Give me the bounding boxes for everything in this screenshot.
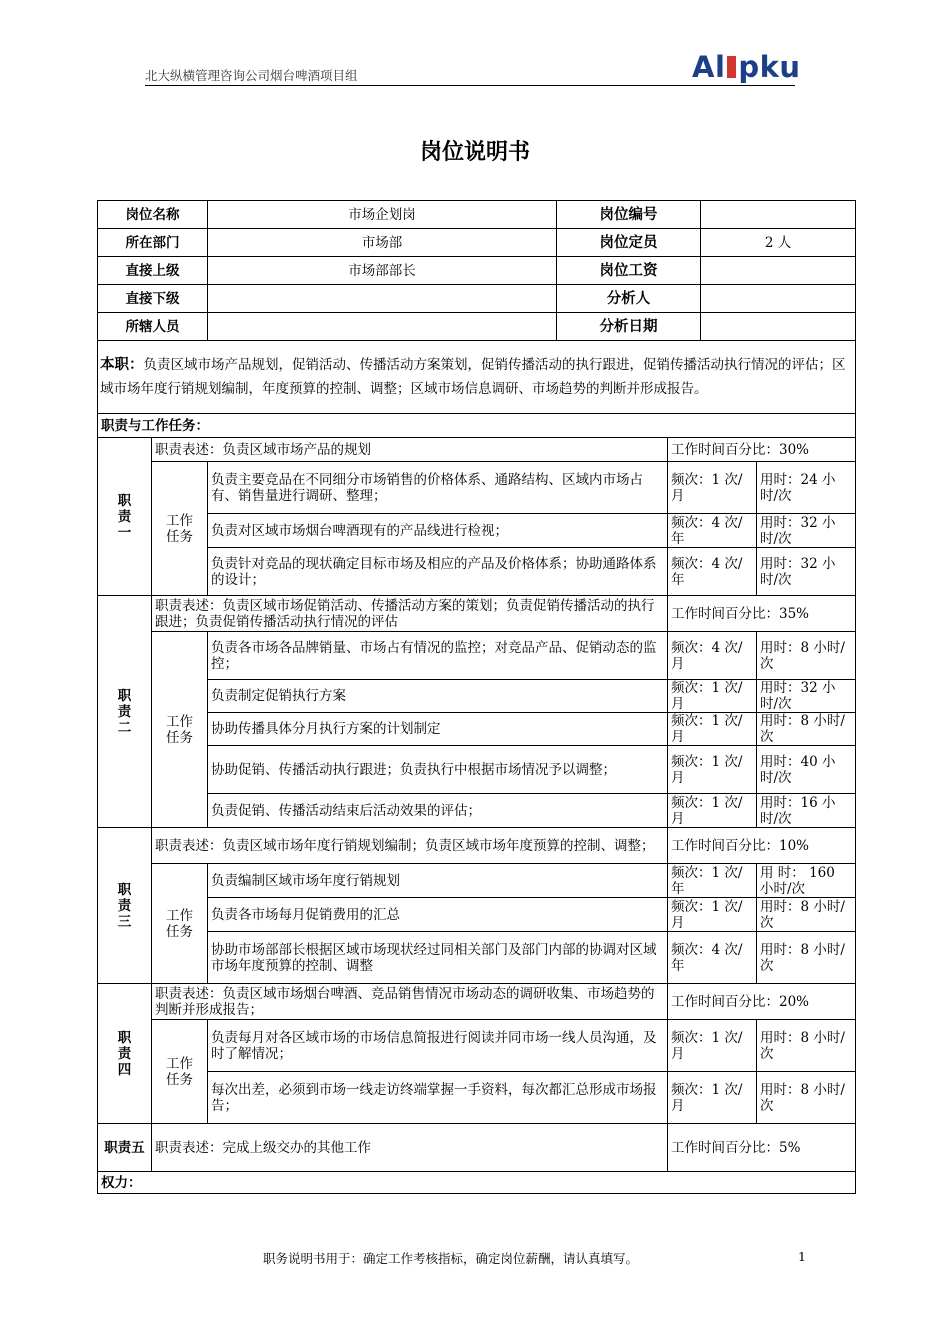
task-text: 负责主要竞品在不同细分市场销售的价格体系、通路结构、区域内市场占有、销售量进行调研、整理；	[208, 462, 668, 514]
info-row	[98, 313, 856, 341]
task-text: 负责针对竞品的现状确定目标市场及相应的产品及价格体系；协助通路体系的设计；	[208, 548, 668, 596]
task-text: 负责对区域市场烟台啤酒现有的产品线进行检视；	[208, 514, 668, 548]
task-frequency: 频次：1 次/月	[668, 898, 757, 932]
duty-name-char: 三	[117, 913, 132, 930]
duty-name-3	[98, 828, 152, 984]
info-label-2: 岗位工资	[557, 257, 701, 284]
task-frequency: 频次：1 次/月	[668, 1020, 757, 1072]
benzhi-text: 负责区域市场产品规划，促销活动、传播活动方案策划，促销传播活动的执行跟进，促销传播活动执行情况的评估；区域市场年度行销规划编制，年度预算的控制、调整；区域市场信息调研、市场趋势的判断并形成报告。	[100, 357, 846, 397]
duty-name-char: 一	[117, 524, 132, 541]
info-row	[98, 201, 856, 229]
duty-name-char: 职	[117, 492, 132, 509]
task-frequency: 频次：1 次/月	[668, 680, 757, 713]
task-frequency: 频次：1 次/月	[668, 462, 757, 514]
info-values-1	[208, 201, 856, 229]
task-duration: 用时：8 小时/次	[757, 1020, 856, 1072]
task-frequency: 频次：1 次/月	[668, 1072, 757, 1124]
task-duration: 用时：16 小时/次	[757, 794, 856, 828]
task-duration: 用时：8 小时/次	[757, 632, 856, 680]
info-value-1	[208, 313, 557, 340]
power-heading: 权力：	[98, 1172, 856, 1194]
header-rule	[145, 85, 795, 86]
info-value-2	[701, 285, 855, 312]
duty-name-5: 职责五	[98, 1124, 152, 1172]
duty-name-char: 职	[117, 1029, 132, 1046]
info-label-3: 直接上级	[98, 257, 208, 285]
work-task-label: 工作任务	[152, 462, 208, 596]
info-values-2	[208, 229, 856, 257]
header-org: 北大纵横管理咨询公司烟台啤酒项目组	[145, 68, 358, 83]
duty-name-1	[98, 438, 152, 596]
info-row	[98, 229, 856, 257]
task-text: 负责制定促销执行方案	[208, 680, 668, 713]
duty-name-char: 责	[117, 897, 132, 914]
task-frequency: 频次：4 次/年	[668, 932, 757, 984]
task-text: 协助促销、传播活动执行跟进；负责执行中根据市场情况予以调整；	[208, 746, 668, 794]
task-duration: 用时：32 小时/次	[757, 514, 856, 548]
info-value-1	[208, 285, 557, 312]
duty-pct-4: 工作时间百分比：20%	[668, 984, 856, 1020]
logo-bar	[727, 56, 736, 78]
duty-name-char: 职	[117, 881, 132, 898]
duty-pct-3: 工作时间百分比：10%	[668, 828, 856, 864]
duty-name-char: 责	[117, 703, 132, 720]
duty-name-char: 责	[117, 1045, 132, 1062]
task-text: 协助传播具体分月执行方案的计划制定	[208, 713, 668, 746]
duty-pct-5: 工作时间百分比：5%	[668, 1124, 856, 1172]
duty-desc-4: 职责表述：负责区域市场烟台啤酒、竞品销售情况市场动态的调研收集、市场趋势的判断并形成报告；	[152, 984, 668, 1020]
info-value-1: 市场部	[208, 229, 557, 256]
task-text: 负责编制区域市场年度行销规划	[208, 864, 668, 898]
info-label-5: 所辖人员	[98, 313, 208, 341]
task-text: 每次出差，必须到市场一线走访终端掌握一手资料，每次都汇总形成市场报告；	[208, 1072, 668, 1124]
task-text: 负责每月对各区域市场的市场信息简报进行阅读并同市场一线人员沟通，及时了解情况；	[208, 1020, 668, 1072]
info-row	[98, 257, 856, 285]
info-label-2: 所在部门	[98, 229, 208, 257]
work-task-label: 工作任务	[152, 864, 208, 984]
task-frequency: 频次：1 次/月	[668, 713, 757, 746]
info-value-2	[701, 257, 855, 284]
duty-desc-5: 职责表述：完成上级交办的其他工作	[152, 1124, 668, 1172]
duty-name-char: 责	[117, 508, 132, 525]
info-value-2	[701, 201, 855, 228]
task-duration: 用时：32 小时/次	[757, 680, 856, 713]
info-label-2: 岗位编号	[557, 201, 701, 228]
task-duration: 用时：8 小时/次	[757, 713, 856, 746]
task-duration: 用时：32 小时/次	[757, 548, 856, 596]
duty-desc-3: 职责表述：负责区域市场年度行销规划编制；负责区域市场年度预算的控制、调整；	[152, 828, 668, 864]
benzhi-label: 本职：	[100, 357, 144, 373]
page-number: 1	[798, 1249, 806, 1264]
task-text: 负责促销、传播活动结束后活动效果的评估；	[208, 794, 668, 828]
benzhi-cell	[98, 341, 856, 414]
info-label-2: 分析日期	[557, 313, 701, 340]
info-value-2: 2 人	[764, 234, 792, 251]
task-duration: 用时：8 小时/次	[757, 898, 856, 932]
duty-desc-1: 职责表述：负责区域市场产品的规划	[152, 438, 668, 462]
task-frequency: 频次：1 次/月	[668, 746, 757, 794]
task-frequency: 频次：4 次/月	[668, 632, 757, 680]
duty-name-4	[98, 984, 152, 1124]
duty-pct-2: 工作时间百分比：35%	[668, 596, 856, 632]
task-duration: 用时：8 小时/次	[757, 1072, 856, 1124]
duty-desc-2: 职责表述：负责区域市场促销活动、传播活动方案的策划；负责促销传播活动的执行跟进；负责促销传播活动执行情况的评估	[152, 596, 668, 632]
info-value-2	[701, 313, 855, 340]
info-value-1: 市场部部长	[208, 257, 557, 284]
work-task-label: 工作任务	[152, 1020, 208, 1124]
page-title: 岗位说明书	[419, 140, 530, 165]
task-frequency: 频次：1 次/月	[668, 794, 757, 828]
info-label-2: 分析人	[557, 285, 701, 312]
task-frequency: 频次：1 次/年	[668, 864, 757, 898]
duty-name-char: 四	[117, 1061, 132, 1078]
info-label-4: 直接下级	[98, 285, 208, 313]
duty-name-char: 二	[117, 719, 132, 736]
task-frequency: 频次：4 次/年	[668, 514, 757, 548]
logo-text-left: Al	[692, 50, 726, 84]
duties-heading: 职责与工作任务：	[98, 414, 856, 438]
info-values-4	[208, 285, 856, 313]
info-label-1: 岗位名称	[98, 201, 208, 229]
info-value-1: 市场企划岗	[208, 201, 557, 228]
duty-name-2	[98, 596, 152, 828]
task-frequency: 频次：4 次/年	[668, 548, 757, 596]
task-duration: 用时：8 小时/次	[757, 932, 856, 984]
info-values-5	[208, 313, 856, 341]
task-text: 负责各市场各品牌销量、市场占有情况的监控；对竞品产品、促销动态的监控；	[208, 632, 668, 680]
task-text: 负责各市场每月促销费用的汇总	[208, 898, 668, 932]
logo-text-right: pku	[738, 50, 801, 84]
task-text: 协助市场部部长根据区域市场现状经过同相关部门及部门内部的协调对区域市场年度预算的控制、调整	[208, 932, 668, 984]
task-duration: 用时：40 小时/次	[757, 746, 856, 794]
info-row	[98, 285, 856, 313]
company-logo	[692, 50, 801, 84]
work-task-label: 工作任务	[152, 632, 208, 828]
task-duration: 用 时： 160 小时/次	[757, 864, 856, 898]
footer-note: 职务说明书用于：确定工作考核指标，确定岗位薪酬，请认真填写。	[263, 1251, 639, 1266]
job-description-table	[97, 200, 856, 1194]
info-values-3	[208, 257, 856, 285]
duty-pct-1: 工作时间百分比：30%	[668, 438, 856, 462]
info-label-2: 岗位定员	[557, 229, 701, 256]
duty-name-char: 职	[117, 687, 132, 704]
task-duration: 用时：24 小时/次	[757, 462, 856, 514]
